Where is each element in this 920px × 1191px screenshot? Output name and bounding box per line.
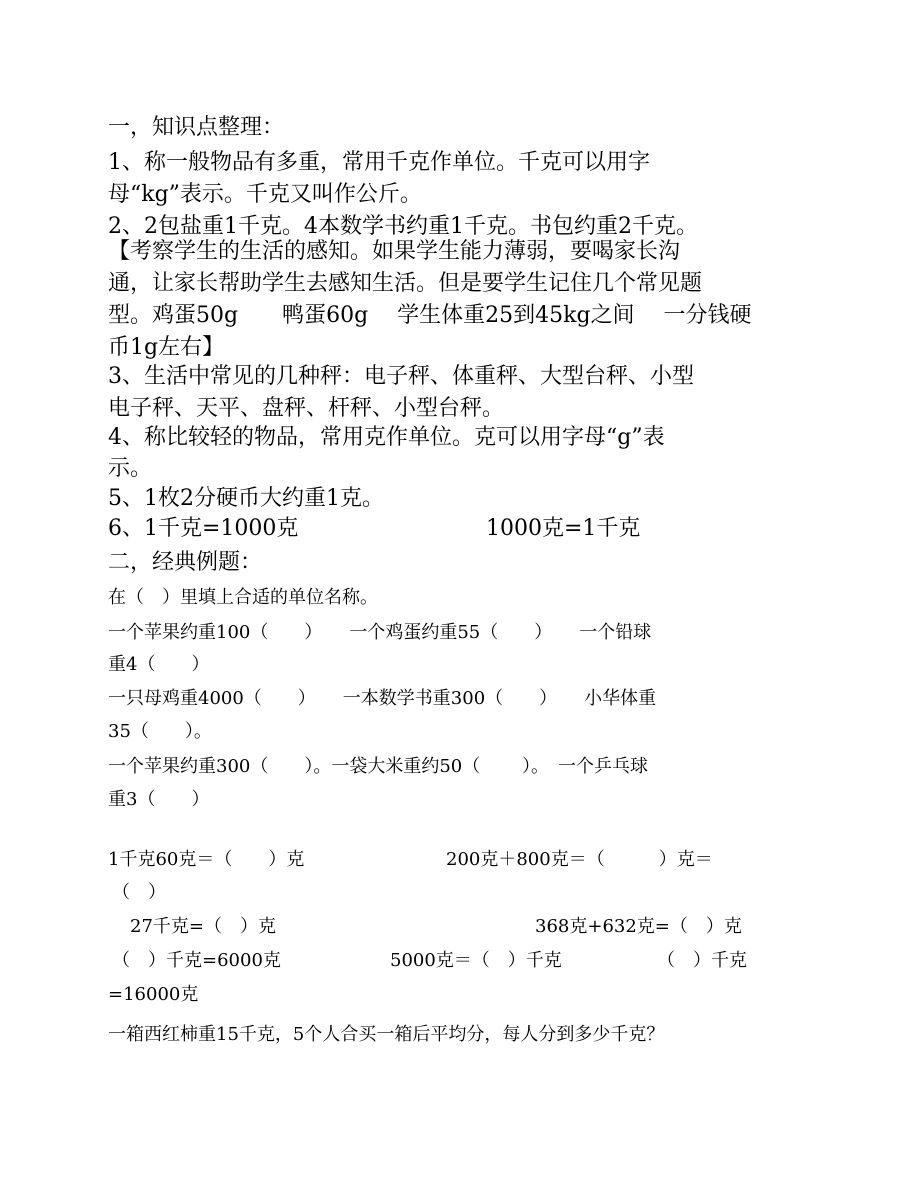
word-problem: 一箱西红柿重15千克，5个人合买一箱后平均分，每人分到多少千克？: [108, 1024, 665, 1045]
question-2-line-2: 35（ ）。: [108, 721, 212, 742]
question-1-line-1: 一个苹果约重100（ ） 一个鸡蛋约重55（ ） 一个铅球: [108, 622, 652, 643]
conversion-3-c: （ ）千克: [657, 950, 747, 971]
point-1-line-2: 母“kg”表示。千克又叫作公斤。: [108, 182, 422, 207]
point-1-line-1: 1、称一般物品有多重，常用千克作单位。千克可以用字: [108, 150, 650, 175]
conversion-1-left: 1千克60克＝（ ）克: [108, 849, 305, 870]
conversion-2-left: 27千克=（ ）克: [130, 916, 276, 937]
note-line-2: 通，让家长帮助学生去感知生活。但是要学生记住几个常见题: [108, 271, 703, 296]
section1-heading: 一，知识点整理：: [108, 115, 285, 140]
point-2: 2、2包盐重1千克。4本数学书约重1千克。书包约重2千克。: [108, 214, 698, 239]
question-2-line-1: 一只母鸡重4000（ ） 一本数学书重300（ ） 小华体重: [108, 688, 657, 709]
conversion-1-right: 200克＋800克＝（ ）克＝: [446, 849, 713, 870]
conversion-3-b: 5000克＝（ ）千克: [390, 950, 562, 971]
note-line-1: 【考察学生的生活的感知。如果学生能力薄弱，要喝家长沟: [108, 239, 681, 264]
section2-heading: 二，经典例题：: [108, 550, 263, 575]
question-1-line-2: 重4（ ）: [108, 654, 210, 675]
point-3-line-1: 3、生活中常见的几种秤：电子秤、体重秤、大型台秤、小型: [108, 364, 694, 389]
conversion-1-continued: （ ）: [112, 882, 166, 903]
point-6-left: 6、1千克=1000克: [108, 516, 299, 541]
conversion-3-continued: =16000克: [108, 984, 199, 1005]
point-3-line-2: 电子秤、天平、盘秤、杆秤、小型台秤。: [108, 396, 505, 421]
note-line-3: 型。鸡蛋50g 鸭蛋60g 学生体重25到45kg之间 一分钱硬: [108, 303, 752, 328]
conversion-3-a: （ ）千克=6000克: [112, 950, 281, 971]
point-6-right: 1000克=1千克: [486, 516, 641, 541]
point-4-line-1: 4、称比较轻的物品，常用克作单位。克可以用字母“g”表: [108, 425, 665, 450]
point-4-line-2: 示。: [108, 456, 153, 481]
instruction: 在（ ）里填上合适的单位名称。: [108, 587, 378, 608]
question-3-line-1: 一个苹果约重300（ ）。一袋大米重约50（ ）。 一个乒乓球: [108, 756, 648, 777]
note-line-4: 币1g左右】: [108, 335, 225, 360]
question-3-line-2: 重3（ ）: [108, 789, 210, 810]
point-5: 5、1枚2分硬币大约重1克。: [108, 486, 384, 511]
conversion-2-right: 368克+632克=（ ）克: [535, 916, 742, 937]
